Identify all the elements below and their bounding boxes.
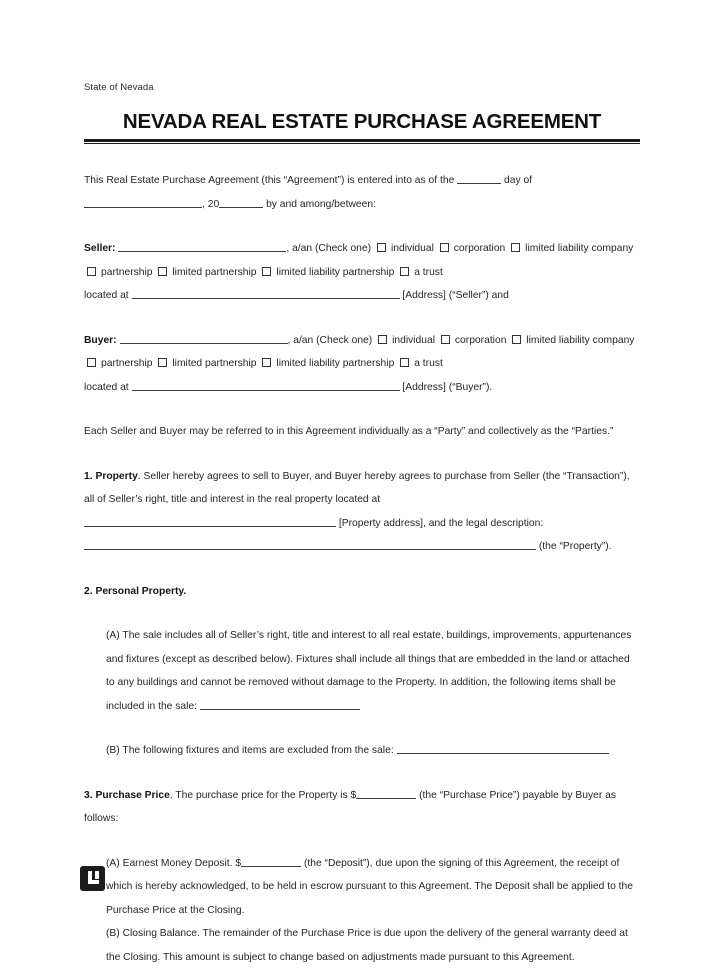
buyer-option-individual: individual xyxy=(392,334,436,346)
buyer-option-corporation: corporation xyxy=(454,334,507,346)
parties-definition: Each Seller and Buyer may be referred to in this Agreement individually as a “Party” and collectively as the “Parties.” xyxy=(84,426,614,437)
section-purchase-price-number: 3. Purchase Price xyxy=(84,789,170,801)
intro-paragraph xyxy=(84,169,640,216)
brand-logo-icon xyxy=(80,866,105,891)
personal-property-item-a xyxy=(106,624,640,718)
seller-block xyxy=(84,237,640,308)
seller-option-llc: limited liability company xyxy=(525,243,634,254)
seller-address-tag: [Address] (“Seller”) and xyxy=(402,290,509,301)
seller-option-corporation: corporation xyxy=(453,243,506,254)
logo-stroke-horizontal xyxy=(88,880,99,884)
purchase-price-blank[interactable] xyxy=(356,787,416,799)
seller-checkbox-trust[interactable] xyxy=(400,267,409,276)
closing-balance: (B) Closing Balance. The remainder of the Purchase Price is due upon the delivery of the general warranty deed at the Closing. This amount is subject to change based on adjustments made pursuant to this Agreement. xyxy=(106,928,628,963)
section-purchase-price-body2: (the “Purchase Price”) payable by Buyer as follows: xyxy=(84,789,616,824)
buyer-name-blank[interactable] xyxy=(120,332,288,344)
seller-name-blank[interactable] xyxy=(118,240,286,252)
seller-located-label: located at xyxy=(84,290,129,301)
seller-checkbox-partnership[interactable] xyxy=(87,267,96,276)
day-blank[interactable] xyxy=(457,172,501,184)
property-address-tag: [Property address], and the legal description: xyxy=(338,517,544,529)
earnest-money-deposit xyxy=(106,852,640,923)
seller-checkbox-individual[interactable] xyxy=(377,243,386,252)
personal-property-item-b-text: (B) The following fixtures and items are excluded from the sale: xyxy=(106,745,394,756)
seller-checkbox-llc[interactable] xyxy=(511,243,520,252)
buyer-checkbox-corporation[interactable] xyxy=(441,335,450,344)
property-address-row xyxy=(84,512,640,536)
seller-checkone: , a/an (Check one) xyxy=(286,243,372,254)
month-blank[interactable] xyxy=(84,196,202,208)
buyer-checkbox-llc[interactable] xyxy=(512,335,521,344)
intro-year-prefix: , 20 xyxy=(202,198,220,210)
section-property-body: . Seller hereby agrees to sell to Buyer, and Buyer hereby agrees to purchase from Seller (the “Transaction”), all of Seller’s right, title and interest in the real property located at xyxy=(84,470,630,505)
seller-checkbox-limited-partnership[interactable] xyxy=(158,267,167,276)
included-items-blank[interactable] xyxy=(200,698,360,710)
seller-checkbox-llp[interactable] xyxy=(262,267,271,276)
buyer-checkbox-individual[interactable] xyxy=(378,335,387,344)
buyer-option-partnership: partnership xyxy=(101,358,153,369)
buyer-label: Buyer: xyxy=(84,334,117,346)
seller-option-partnership: partnership xyxy=(101,266,153,278)
section-purchase-price xyxy=(84,784,640,831)
intro-line2-suffix: by and among/between: xyxy=(266,198,376,210)
buyer-checkbox-llp[interactable] xyxy=(262,358,271,367)
page-title: NEVADA REAL ESTATE PURCHASE AGREEMENT xyxy=(122,110,602,133)
buyer-option-limited-partnership: limited partnership xyxy=(172,358,257,369)
property-legal-blank[interactable] xyxy=(84,538,536,550)
buyer-checkbox-trust[interactable] xyxy=(400,358,409,367)
logo-stroke-notch xyxy=(95,871,99,879)
seller-option-individual: individual xyxy=(390,243,434,254)
section-property xyxy=(84,465,640,559)
buyer-checkone: , a/an (Check one) xyxy=(287,334,373,346)
property-address-blank[interactable] xyxy=(84,515,336,527)
buyer-located-label: located at xyxy=(84,381,129,393)
seller-option-trust: a trust xyxy=(414,266,443,278)
buyer-option-llp: limited liability partnership xyxy=(276,358,395,369)
intro-line1-prefix: This Real Estate Purchase Agreement (this “Agreement”) is entered into as of the xyxy=(84,175,455,186)
document-content xyxy=(84,0,640,969)
title-divider xyxy=(84,139,640,144)
year-blank[interactable] xyxy=(219,196,263,208)
buyer-address-tag: [Address] (“Buyer”). xyxy=(402,381,493,393)
buyer-option-trust: a trust xyxy=(414,358,443,369)
property-tag: (the “Property”). xyxy=(538,541,612,552)
section-purchase-price-body: . The purchase price for the Property is $ xyxy=(169,789,357,801)
buyer-option-llc: limited liability company xyxy=(526,334,635,346)
buyer-address-blank[interactable] xyxy=(132,379,400,391)
property-legal-row xyxy=(84,535,640,559)
seller-label: Seller: xyxy=(84,243,116,254)
section-property-number: 1. Property xyxy=(84,470,138,482)
seller-address-blank[interactable] xyxy=(132,287,400,299)
deposit-label: (A) Earnest Money Deposit. $ xyxy=(106,857,242,869)
section-personal-property-heading xyxy=(84,580,640,604)
section-personal-property-title: 2. Personal Property. xyxy=(84,585,187,597)
buyer-block xyxy=(84,329,640,400)
deposit-amount-blank[interactable] xyxy=(241,855,301,867)
seller-checkbox-corporation[interactable] xyxy=(440,243,449,252)
personal-property-item-b xyxy=(106,739,640,763)
deposit-text: (the “Deposit”), due upon the signing of this Agreement, the receipt of which is hereby acknowledged, to be held in escrow pursuant to this Agreement. The Deposit shall be applied to the Purchase Price at the Closing. xyxy=(106,857,633,916)
seller-option-llp: limited liability partnership xyxy=(276,266,395,278)
personal-property-item-a-text: (A) The sale includes all of Seller’s right, title and interest to all real estate, buildings, improvements, appurtenances and fixtures (except as described below). Fixtures shall include all things that are embedded in the land or attached to any buildings and cannot be removed without damage to the Property. In addition, the following items shall be included in the sale: xyxy=(106,630,632,712)
buyer-checkbox-partnership[interactable] xyxy=(87,358,96,367)
buyer-checkbox-limited-partnership[interactable] xyxy=(158,358,167,367)
seller-option-limited-partnership: limited partnership xyxy=(172,266,257,278)
excluded-items-blank[interactable] xyxy=(397,742,609,754)
intro-line1-suffix: day of xyxy=(504,175,533,186)
state-line: State of Nevada xyxy=(84,82,154,93)
